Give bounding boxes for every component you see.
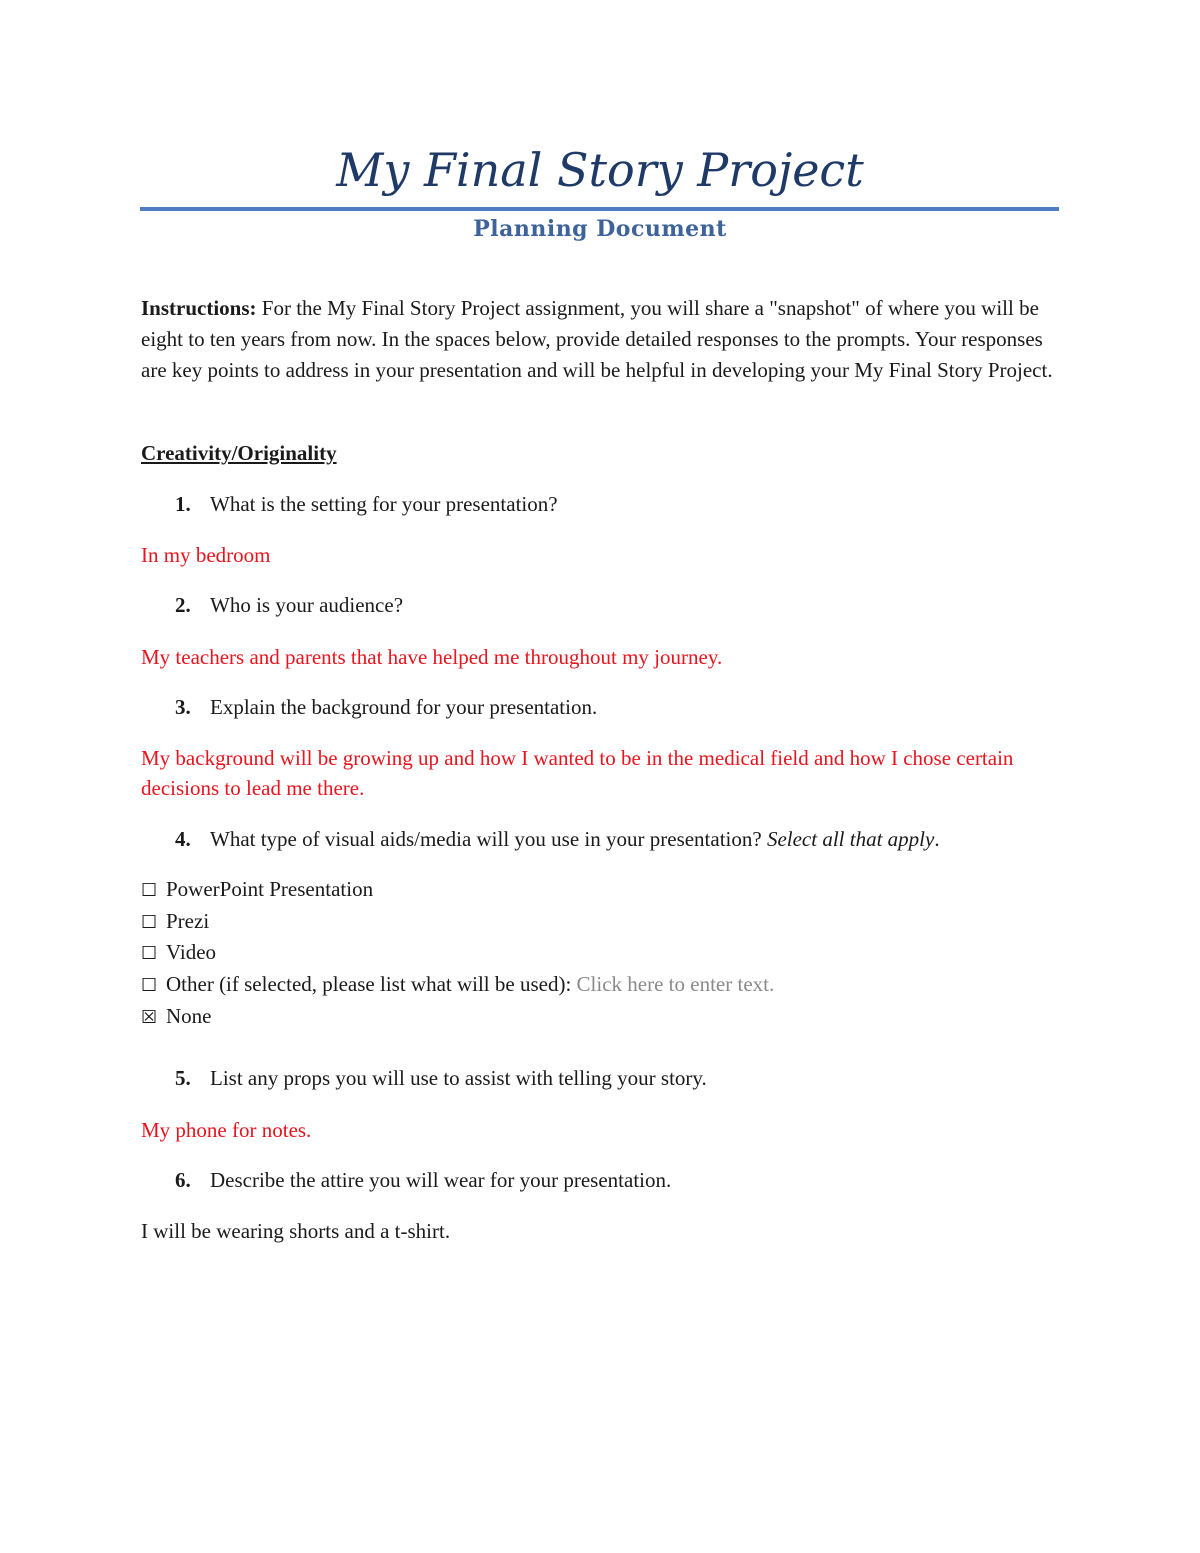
- question-3: [141, 692, 1061, 723]
- question-5: [141, 1063, 1061, 1094]
- answer-5[interactable]: My phone for notes.: [141, 1118, 312, 1142]
- question-text: Describe the attire you will wear for your presentation.: [210, 1168, 672, 1192]
- document-subtitle: Planning Document: [473, 216, 727, 242]
- question-4: [141, 824, 1061, 855]
- question-number: 6.: [175, 1168, 191, 1192]
- checkbox-checked-icon[interactable]: ☒: [141, 1007, 158, 1028]
- option-video[interactable]: [141, 937, 216, 969]
- section-heading: Creativity/Originality: [141, 441, 337, 465]
- document-title: My Final Story Project: [336, 143, 864, 197]
- question-number: 5.: [175, 1066, 191, 1090]
- checkbox-unchecked-icon[interactable]: ☐: [141, 912, 158, 933]
- option-none[interactable]: [141, 1001, 212, 1033]
- option-label: PowerPoint Presentation: [166, 877, 374, 901]
- instructions-label: Instructions:: [141, 296, 257, 320]
- option-powerpoint[interactable]: [141, 874, 373, 906]
- question-number: 3.: [175, 695, 191, 719]
- title-divider: [140, 207, 1059, 211]
- answer-3[interactable]: My background will be growing up and how I wanted to be in the medical field and how I chose certain decisions to lead me there.: [141, 746, 1014, 800]
- question-hint: Select all that apply: [766, 827, 935, 851]
- option-label: None: [166, 1004, 212, 1028]
- question-text: Explain the background for your presentation.: [210, 695, 598, 719]
- instructions-text: For the My Final Story Project assignment, you will share a "snapshot" of where you will be eight to ten years from now. In the spaces below, provide detailed responses to the prompts. Your responses are key points to address in your presentation and will be helpful in developing your My Final Story Project.: [141, 296, 1053, 382]
- option-label: Video: [166, 940, 217, 964]
- question-number: 4.: [175, 827, 191, 851]
- option-prezi[interactable]: [141, 906, 209, 938]
- question-1: [141, 489, 1061, 520]
- checkbox-unchecked-icon[interactable]: ☐: [141, 943, 158, 964]
- option-other[interactable]: [141, 969, 774, 1001]
- answer-6[interactable]: I will be wearing shorts and a t-shirt.: [141, 1219, 451, 1243]
- option-label: Prezi: [166, 909, 210, 933]
- checkbox-unchecked-icon[interactable]: ☐: [141, 880, 158, 901]
- question-text: Who is your audience?: [210, 593, 404, 617]
- option-label: Other (if selected, please list what will be used):: [166, 972, 577, 996]
- question-text: What type of visual aids/media will you use in your presentation?: [210, 827, 767, 851]
- answer-2[interactable]: My teachers and parents that have helped me throughout my journey.: [141, 645, 723, 669]
- question-number: 1.: [175, 492, 191, 516]
- question-number: 2.: [175, 593, 191, 617]
- question-text: List any props you will use to assist with telling your story.: [210, 1066, 707, 1090]
- question-6: [141, 1165, 1061, 1196]
- answer-1[interactable]: In my bedroom: [141, 543, 271, 567]
- other-text-field[interactable]: Click here to enter text.: [576, 972, 775, 996]
- question-text: What is the setting for your presentation?: [210, 492, 558, 516]
- question-hint-end: .: [934, 827, 940, 851]
- instructions-paragraph: [141, 293, 1061, 386]
- checkbox-unchecked-icon[interactable]: ☐: [141, 975, 158, 996]
- question-2: [141, 590, 1061, 621]
